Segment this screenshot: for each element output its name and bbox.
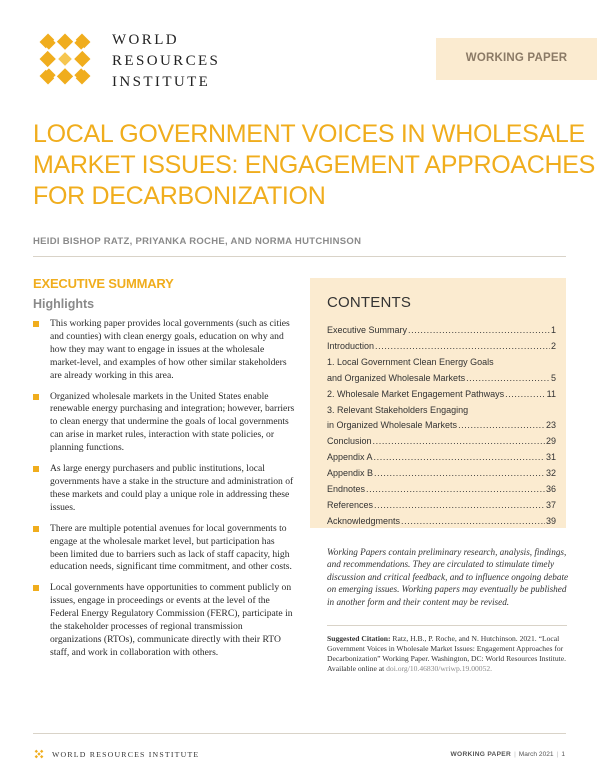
org-name-line-2: RESOURCES [112,53,221,69]
toc-item-page: 23 [545,420,556,431]
toc-item-title: Introduction [327,340,375,351]
toc-item-page: 2 [550,340,556,351]
citation-doi-link[interactable]: doi.org/10.46830/wriwp.19.00052. [386,664,493,673]
toc-leader-dots [374,466,545,482]
bullet-square-icon [33,466,39,472]
contents-heading: CONTENTS [327,294,412,311]
wri-logo-icon [30,24,100,94]
list-item [33,318,295,383]
toc-leader-dots [401,514,545,530]
toc-item[interactable] [327,323,556,339]
citation-text: Ratz, H.B., P. Roche, and N. Hutchinson. 2021. “Local Government Voices in Wholesale Market Issues: Engagement Approaches for Decarbonization” Working Paper. Washington, DC: World Resources Institute. Available online at [327,634,567,673]
bullet-text: As large energy purchasers and public institutions, local governments have a stake in the structure and administration of these markets and could play a unique role in addressing these issues. [50,463,294,513]
toc-item[interactable] [327,371,556,387]
toc-item-title: 1. Local Government Clean Energy Goals [327,356,494,367]
footer-separator: | [556,751,559,758]
toc-item[interactable] [327,498,556,514]
org-name-line-1: WORLD [112,32,179,48]
toc-leader-dots [374,450,545,466]
toc-item-title: Appendix A [327,452,373,463]
executive-summary-heading: EXECUTIVE SUMMARY [33,276,174,291]
bullet-text: This working paper provides local governments (such as cities and counties) with clean energy goals, education on why and how they may want to engage in issues at the wholesale market-level, and examples of how other similar stakeholders are already working in this area. [50,318,290,381]
contents-box [310,278,566,528]
toc-item[interactable] [327,434,556,450]
toc-leader-dots [375,339,550,355]
org-name-line-3: INSTITUTE [112,74,211,90]
working-paper-badge [436,38,597,80]
highlights-list [33,318,295,668]
working-paper-note: Working Papers contain preliminary research, analysis, findings, and recommendations. They are circulated to stimulate timely discussion and critical feedback, and to influence ongoing debate on emerging issues. Working papers may eventually be published in another form and their content may be revised. [327,547,569,607]
footer-org-name: WORLD RESOURCES INSTITUTE [52,750,200,759]
toc-item-title: References [327,499,374,510]
toc-item-page: 31 [545,452,556,463]
toc-list [327,323,556,530]
toc-leader-dots [366,482,545,498]
toc-item-title: Conclusion [327,436,372,447]
bullet-square-icon [33,394,39,400]
toc-leader-dots [505,387,546,403]
working-paper-badge-label: WORKING PAPER [465,52,568,64]
toc-item[interactable] [327,450,556,466]
toc-leader-dots [466,371,550,387]
footer-date: March 2021 [518,751,554,758]
footer-page-number: 1 [561,751,565,758]
toc-item-page: 32 [545,468,556,479]
title-line-1: LOCAL GOVERNMENT VOICES IN WHOLESALE [33,120,585,148]
toc-item-title: and Organized Wholesale Markets [327,372,466,383]
toc-item-page: 1 [550,325,556,335]
list-item [33,391,295,456]
top-divider [33,256,566,257]
toc-item-title: in Organized Wholesale Markets [327,420,458,431]
footer-paper-label: WORKING PAPER [450,751,512,758]
bullet-square-icon [33,585,39,591]
toc-item-title: Executive Summary [327,325,408,335]
toc-leader-dots [373,434,545,450]
toc-leader-dots [458,418,545,434]
suggested-citation [327,634,569,674]
toc-item-page: 37 [545,499,556,510]
footer-divider [33,733,566,734]
list-item [33,523,295,575]
highlights-heading: Highlights [33,297,95,311]
bullet-text: Local governments have opportunities to comment publicly on issues, engage in proceedings or events at the level of the Federal Energy Regulatory Commission (FERC), participate in the stakeholder processes of regional transmission organizations (RTOs), communicate directly with their RTO staff, and work in collaboration with others. [50,582,293,658]
toc-item-page: 29 [545,436,556,447]
page-title [33,119,596,212]
toc-item[interactable] [327,466,556,482]
list-item [33,463,295,515]
bullet-text: There are multiple potential avenues for local governments to engage at the wholesale market level, but participation has been limited due to barriers such as lack of staff capacity, high education needs, significant time commitment, and other costs. [50,522,292,573]
footer-separator: | [514,751,516,758]
toc-item[interactable] [327,387,556,403]
toc-item-title: 2. Wholesale Market Engagement Pathways [327,388,505,399]
citation-label: Suggested Citation: [327,634,391,643]
toc-item-page: 36 [545,484,556,495]
citation-divider [327,625,567,626]
footer-page-info [451,751,566,758]
toc-item-title: Acknowledgments [327,515,401,526]
toc-item-title: 3. Relevant Stakeholders Engaging [327,404,469,415]
list-item [33,582,295,659]
org-name [112,30,220,93]
toc-item-page: 11 [546,388,556,399]
toc-item[interactable] [327,355,556,371]
toc-item[interactable] [327,339,556,355]
toc-item-title: Endnotes [327,484,366,495]
toc-leader-dots [408,323,550,339]
wri-footer-logo-icon [33,748,45,760]
toc-item[interactable] [327,482,556,498]
toc-item-page: 39 [545,515,556,526]
toc-item[interactable] [327,514,556,530]
bullet-square-icon [33,526,39,532]
authors: HEIDI BISHOP RATZ, PRIYANKA ROCHE, AND NORMA HUTCHINSON [33,236,362,247]
toc-item-title: Appendix B [327,468,374,479]
bullet-text: Organized wholesale markets in the United States enable renewable energy purchasing and integration; however, barriers to clean energy that undermine the goals of local governments can arise in market rules, interaction with state policies, or planning functions. [50,390,295,454]
bullet-square-icon [33,321,39,327]
toc-leader-dots [374,498,545,514]
title-line-2: MARKET ISSUES: ENGAGEMENT APPROACHES [33,151,596,179]
title-line-3: FOR DECARBONIZATION [33,182,326,210]
toc-item[interactable] [327,418,556,434]
toc-item[interactable] [327,403,556,419]
toc-item-page: 5 [550,372,556,383]
